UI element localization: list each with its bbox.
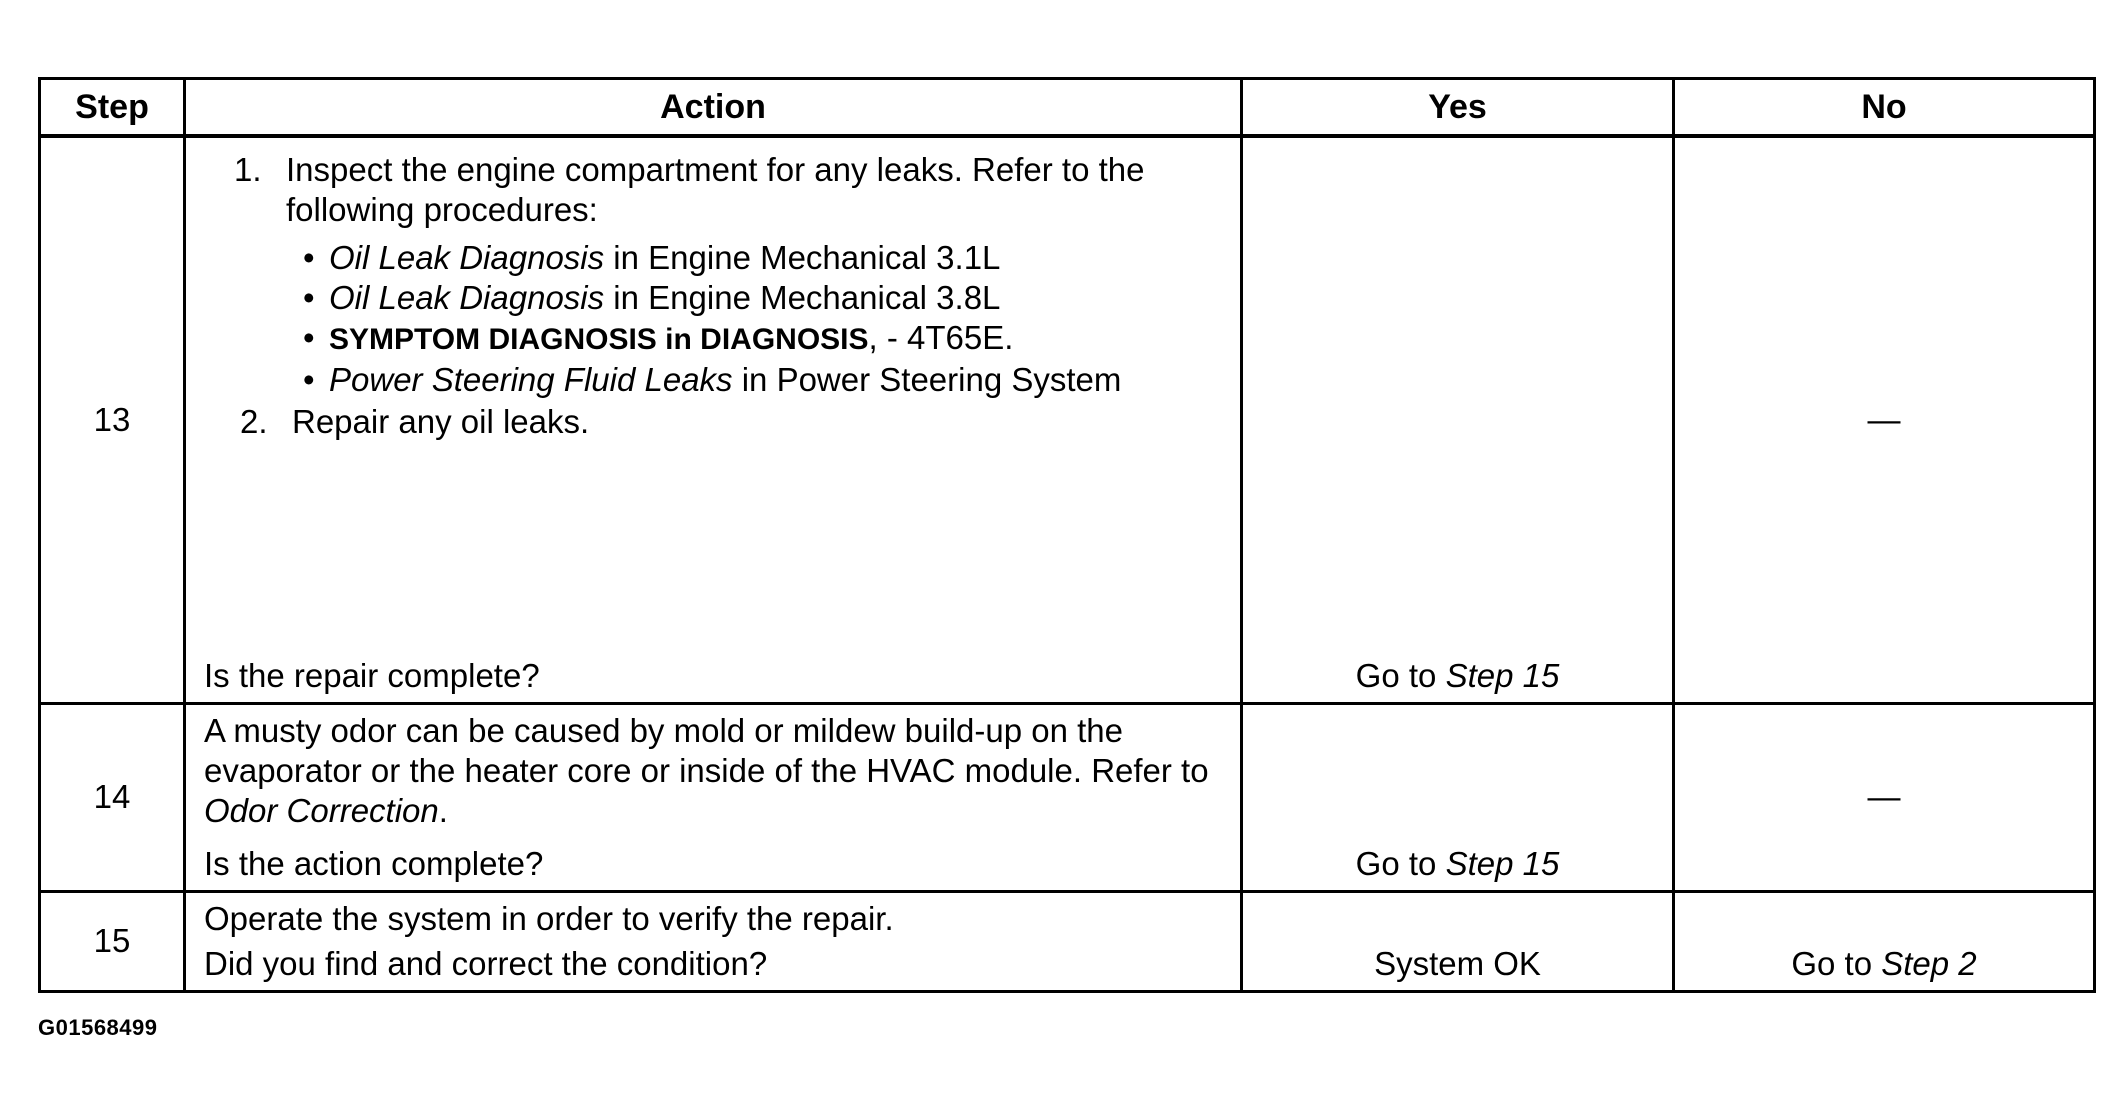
numbered-item-1 [186,150,1240,230]
question-text: Is the action complete? [204,844,544,882]
header-action: Action [185,79,1242,137]
no-cell-13 [1674,136,2095,703]
no-cell-15 [1674,891,2095,991]
action-text-end: . [438,791,448,829]
table-row-step-15 [40,891,2095,991]
figure-id: G01568499 [38,1015,158,1040]
procedure-link[interactable]: Oil Leak Diagnosis [329,279,605,316]
step-number-15: 15 [40,891,185,991]
procedure-location: in Engine Mechanical 3.1L [604,239,1001,276]
procedure-link[interactable]: Oil Leak Diagnosis [329,239,605,276]
no-answer-dash: — [1867,778,1901,815]
question-text: Did you find and correct the condition? [204,944,768,982]
item-number: 2. [240,403,268,440]
yes-cell-15 [1242,891,1674,991]
question-text: Is the repair complete? [204,656,540,694]
step-number-14: 14 [40,703,185,891]
item-text: Repair any oil leaks. [292,403,590,440]
step-link[interactable]: Step 15 [1445,656,1560,694]
procedure-item [186,360,1240,400]
procedure-item [186,318,1240,360]
step-link[interactable]: Step 15 [1445,844,1560,882]
bullet-icon: • [303,279,315,316]
yes-answer: System OK [1374,944,1541,982]
item-number: 1. [234,151,262,188]
bullet-icon: • [303,361,315,398]
action-cell-15 [185,891,1242,991]
numbered-item-2 [186,402,1240,442]
odor-correction-link[interactable]: Odor Correction [204,791,439,829]
goto-prefix: Go to [1791,944,1882,982]
yes-answer [1243,656,1672,696]
action-cell-13 [185,136,1242,703]
step-link[interactable]: Step 2 [1881,944,1977,982]
procedure-item [186,278,1240,318]
table-row-step-14 [40,703,2095,891]
procedure-location: , - 4T65E. [868,319,1014,356]
header-step: Step [40,79,185,137]
no-answer-dash: — [1867,400,1901,438]
bullet-icon: • [303,239,315,276]
procedure-list [186,238,1240,400]
action-paragraph: Operate the system in order to verify the repair. [204,899,894,937]
yes-cell-14 [1242,703,1674,891]
header-no: No [1674,79,2095,137]
no-cell-14 [1674,703,2095,891]
header-yes: Yes [1242,79,1674,137]
table-row-step-13 [40,136,2095,703]
yes-answer [1243,844,1672,884]
procedure-item [186,238,1240,278]
yes-cell-13 [1242,136,1674,703]
action-cell-14 [185,703,1242,891]
step-number-13: 13 [40,136,185,703]
goto-prefix: Go to [1355,844,1446,882]
no-answer [1675,944,2093,984]
procedure-link[interactable]: SYMPTOM DIAGNOSIS in DIAGNOSIS [329,323,869,356]
procedure-link[interactable]: Power Steering Fluid Leaks [329,361,733,398]
diagnostic-table [38,77,2096,993]
item-text: Inspect the engine compartment for any leaks. Refer to the following procedures: [286,151,1145,228]
action-text: A musty odor can be caused by mold or mildew build-up on the evaporator or the heater core or inside of the HVAC module. Refer to [204,711,1209,789]
header-row [40,79,2095,137]
procedure-location: in Power Steering System [732,361,1122,398]
bullet-icon: • [303,319,315,356]
action-paragraph [186,705,1240,831]
procedure-location: in Engine Mechanical 3.8L [604,279,1001,316]
goto-prefix: Go to [1355,656,1446,694]
